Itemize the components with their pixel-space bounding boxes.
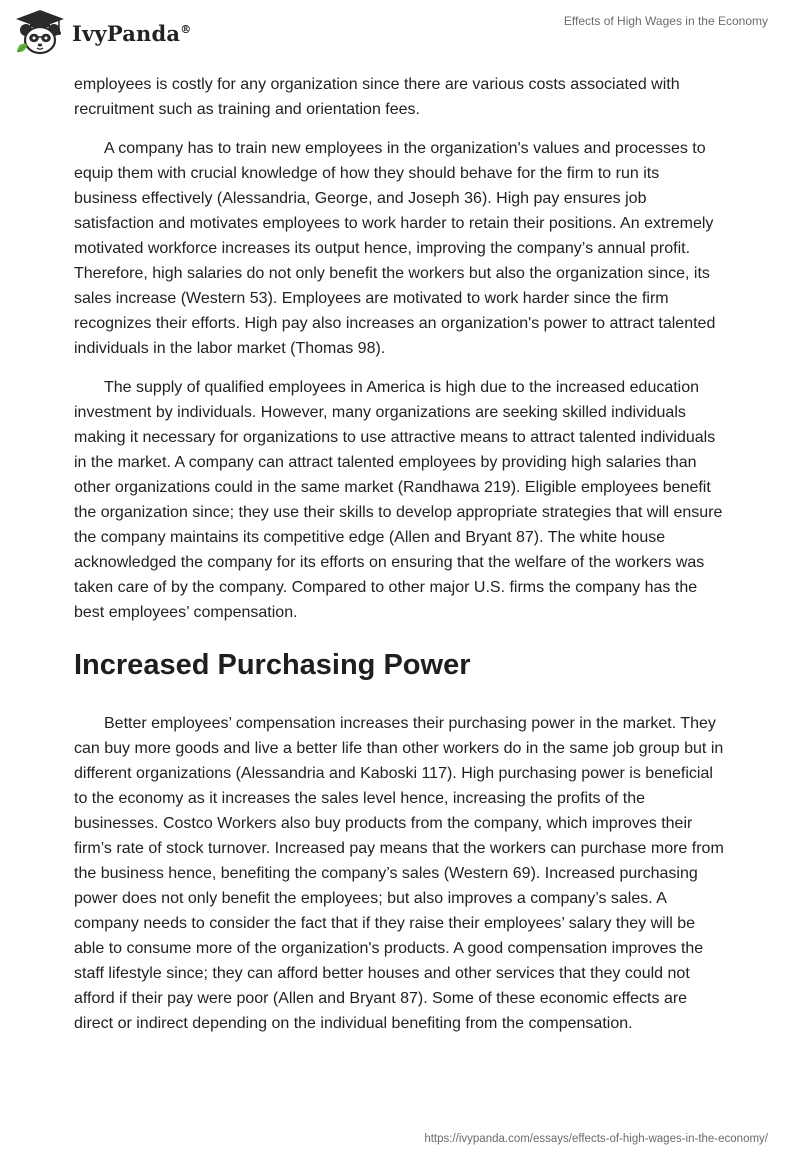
paragraph-3: The supply of qualified employees in America is high due to the increased education investment by individuals. However, many organizations are seeking skilled individuals making it necessary for organizations to use attractive means to attract talented individuals in the market. A company can attract talented employees by providing high salaries than other organizations could in the same market (Randhawa 219). Eligible employees benefit the organization since; they use their skills to develop appropriate strategies that will ensure the company maintains its competitive edge (Allen and Bryant 87). The white house acknowledged the company for its efforts on ensuring that the welfare of the workers was taken care of by the company. Compared to other major U.S. firms the company has the best employees’ compensation.	[74, 379, 723, 621]
ivypanda-logo[interactable]	[14, 8, 191, 58]
paragraph-2: A company has to train new employees in the organization's values and processes to equip them with crucial knowledge of how they should behave for the firm to run its business effectively (Alessandria, George, and Joseph 36). High pay ensures job satisfaction and motivates employees to work harder to retain their positions. An extremely motivated workforce increases its output hence, improving the company’s annual profit. Therefore, high salaries do not only benefit the workers but also the organization since, its sales increase (Western 53). Employees are motivated to work harder since the firm recognizes their efforts. High pay also increases an organization's power to attract talented individuals in the labor market (Thomas 98).	[74, 140, 716, 357]
paragraph-1: employees is costly for any organization since there are various costs associated with recruitment such as training and orientation fees.	[74, 76, 680, 118]
source-url[interactable]: https://ivypanda.com/essays/effects-of-high-wages-in-the-economy/	[424, 1133, 768, 1145]
essay-body	[74, 72, 726, 1050]
paragraph-4: Better employees’ compensation increases their purchasing power in the market. They can buy more goods and live a better life than other workers do in the same job group but in different organizations (Alessandria and Kaboski 117). High purchasing power is beneficial to the economy as it increases the sales level hence, increasing the profits of the businesses. Costco Workers also buy products from the company, which improves their firm’s rate of stock turnover. Increased pay means that the workers can purchase more from the business hence, benefiting the company’s sales (Western 69). Increased purchasing power does not only benefit the employees; but also improves a company’s sales. A company needs to consider the fact that if they raise their employees’ salary they will be able to consume more of the organization's products. A good compensation improves the staff lifestyle since; they can afford better houses and other services that they could not afford if their pay were poor (Allen and Bryant 87). Some of these economic effects are direct or indirect depending on the individual benefiting from the compensation.	[74, 715, 724, 1032]
section-heading: Increased Purchasing Power	[74, 649, 471, 681]
panda-graduate-icon	[14, 8, 66, 58]
document-title: Effects of High Wages in the Economy	[563, 14, 768, 28]
brand-name: IvyPanda®	[72, 20, 192, 46]
page-header	[0, 0, 800, 70]
